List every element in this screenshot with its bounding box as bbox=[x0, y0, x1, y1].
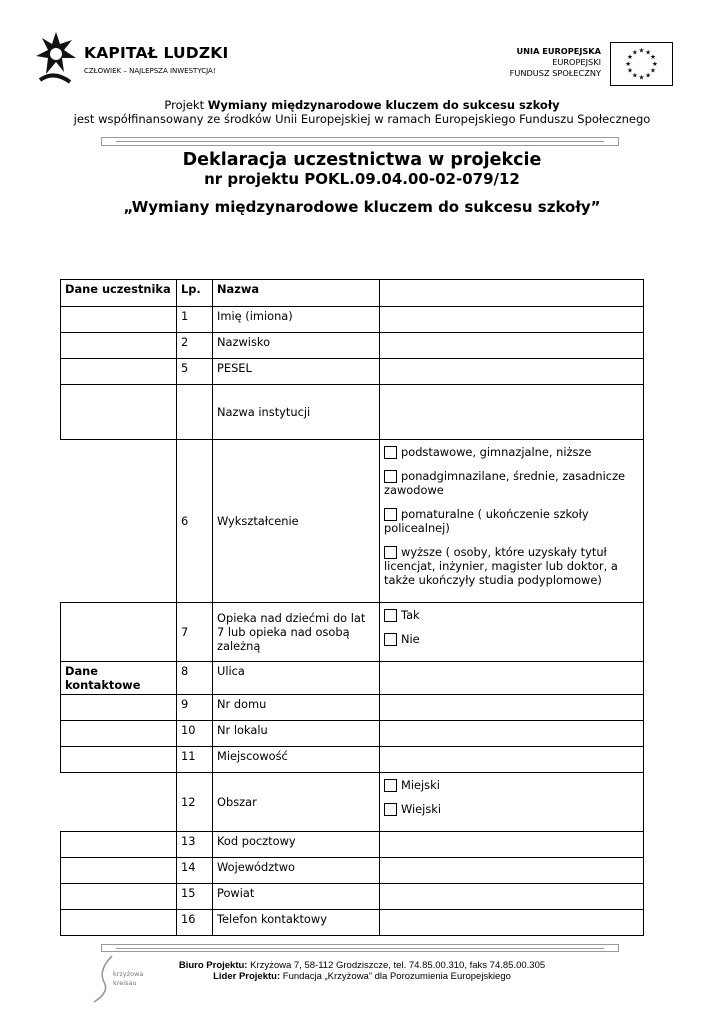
kapital-ludzki-title: KAPITAŁ LUDZKI bbox=[84, 44, 229, 62]
svg-text:★: ★ bbox=[627, 53, 634, 62]
project-line-1 bbox=[0, 98, 724, 112]
row-lp: 13 bbox=[177, 832, 213, 858]
voivodeship-field[interactable] bbox=[380, 858, 644, 884]
row-name: Województwo bbox=[213, 858, 380, 884]
svg-text:★: ★ bbox=[625, 59, 632, 68]
eu-logo-line2: EUROPEJSKI bbox=[552, 57, 601, 67]
city-field[interactable] bbox=[380, 747, 644, 773]
row-name: PESEL bbox=[213, 359, 380, 385]
project-name: Wymiany międzynarodowe kluczem do sukcesu szkoły bbox=[207, 98, 560, 112]
table-row bbox=[61, 603, 644, 662]
svg-text:★: ★ bbox=[638, 73, 645, 82]
county-field[interactable] bbox=[380, 884, 644, 910]
eu-logo-line3: FUNDUSZ SPOŁECZNY bbox=[509, 68, 601, 78]
header-value-cell bbox=[380, 280, 644, 307]
first-name-field[interactable] bbox=[380, 307, 644, 333]
footer-divider bbox=[101, 944, 619, 952]
row-lp: 11 bbox=[177, 747, 213, 773]
svg-text:★: ★ bbox=[631, 48, 638, 57]
education-options bbox=[380, 440, 644, 603]
svg-text:★: ★ bbox=[651, 59, 658, 68]
education-checkbox[interactable] bbox=[384, 446, 397, 459]
table-header-row bbox=[61, 280, 644, 307]
row-lp: 9 bbox=[177, 695, 213, 721]
svg-text:★: ★ bbox=[649, 53, 656, 62]
table-row bbox=[61, 695, 644, 721]
phone-field[interactable] bbox=[380, 910, 644, 936]
row-name: Obszar bbox=[213, 773, 380, 832]
care-options bbox=[380, 603, 644, 662]
apartment-number-field[interactable] bbox=[380, 721, 644, 747]
education-checkbox[interactable] bbox=[384, 470, 397, 483]
kapital-ludzki-star-icon bbox=[34, 30, 78, 86]
row-lp: 6 bbox=[177, 440, 213, 603]
svg-text:★: ★ bbox=[645, 48, 652, 57]
header-name: Nazwa bbox=[213, 280, 380, 307]
project-title-quote: „Wymiany międzynarodowe kluczem do sukcesu szkoły” bbox=[123, 198, 601, 216]
eu-logo bbox=[508, 42, 673, 86]
postal-code-field[interactable] bbox=[380, 832, 644, 858]
header-lp: Lp. bbox=[177, 280, 213, 307]
education-option: ponadgimnazilane, średnie, zasadnicze zawodowe bbox=[384, 469, 626, 497]
education-option: wyższe ( osoby, które uzyskały tytuł licencjat, inżynier, magister lub doktor, a także ukończyły studia podyplomowe) bbox=[384, 545, 618, 587]
row-lp: 15 bbox=[177, 884, 213, 910]
eu-flag-icon bbox=[610, 42, 673, 86]
header-participant-data: Dane uczestnika bbox=[61, 280, 177, 307]
table-row bbox=[61, 385, 644, 440]
eu-logo-line1: UNIA EUROPEJSKA bbox=[516, 46, 601, 56]
row-lp: 8 bbox=[177, 662, 213, 695]
row-name: Ulica bbox=[213, 662, 380, 695]
footer-leader-label: Lider Projektu: bbox=[213, 971, 281, 982]
area-checkbox-urban[interactable] bbox=[384, 779, 397, 792]
svg-text:★: ★ bbox=[645, 71, 652, 80]
care-option: Tak bbox=[384, 608, 639, 622]
row-lp: 10 bbox=[177, 721, 213, 747]
table-row bbox=[61, 832, 644, 858]
footer-office-label: Biuro Projektu: bbox=[178, 960, 248, 971]
footer-office bbox=[0, 960, 724, 971]
area-options bbox=[380, 773, 644, 832]
project-number: nr projektu POKL.09.04.00-02-079/12 bbox=[204, 170, 520, 188]
kapital-ludzki-logo bbox=[34, 30, 229, 90]
house-number-field[interactable] bbox=[380, 695, 644, 721]
row-name: Imię (imiona) bbox=[213, 307, 380, 333]
table-row bbox=[61, 662, 644, 695]
area-checkbox-rural[interactable] bbox=[384, 803, 397, 816]
svg-text:★: ★ bbox=[631, 71, 638, 80]
street-field[interactable] bbox=[380, 662, 644, 695]
row-lp: 5 bbox=[177, 359, 213, 385]
row-lp: 16 bbox=[177, 910, 213, 936]
row-name: Miejscowość bbox=[213, 747, 380, 773]
area-option: Miejski bbox=[384, 778, 639, 792]
row-name: Opieka nad dziećmi do lat 7 lub opieka nad osobą zależną bbox=[213, 603, 380, 662]
pesel-field[interactable] bbox=[380, 359, 644, 385]
care-checkbox-no[interactable] bbox=[384, 633, 397, 646]
footer-office-text: Krzyżowa 7, 58-112 Grodziszcze, tel. 74.85.00.310, faks 74.85.00.305 bbox=[247, 960, 546, 971]
area-option: Wiejski bbox=[384, 802, 639, 816]
row-name: Powiat bbox=[213, 884, 380, 910]
row-lp: 7 bbox=[177, 603, 213, 662]
svg-text:★: ★ bbox=[627, 66, 634, 75]
care-option: Nie bbox=[384, 632, 639, 646]
kapital-ludzki-subtitle: CZŁOWIEK – NAJLEPSZA INWESTYCJA! bbox=[84, 67, 216, 75]
table-row bbox=[61, 773, 644, 832]
section-contact-data: Dane kontaktowe bbox=[61, 662, 177, 695]
row-name: Nazwa instytucji bbox=[213, 385, 380, 440]
table-row bbox=[61, 440, 644, 603]
project-line-2: jest współfinansowany ze środków Unii Europejskiej w ramach Europejskiego Funduszu Społecznego bbox=[73, 112, 651, 126]
eu-logo-text bbox=[510, 46, 601, 79]
row-lp bbox=[177, 385, 213, 440]
education-checkbox[interactable] bbox=[384, 546, 397, 559]
education-option: pomaturalne ( ukończenie szkoły policealnej) bbox=[384, 507, 589, 535]
table-row bbox=[61, 307, 644, 333]
row-lp: 1 bbox=[177, 307, 213, 333]
svg-text:★: ★ bbox=[649, 66, 656, 75]
footer-leader-text: Fundacja „Krzyżowa” dla Porozumienia Europejskiego bbox=[280, 971, 511, 982]
table-row bbox=[61, 333, 644, 359]
row-name: Nazwisko bbox=[213, 333, 380, 359]
education-checkbox[interactable] bbox=[384, 508, 397, 521]
krzyzowa-logo-line2: kreisau bbox=[113, 979, 137, 987]
svg-text:★: ★ bbox=[638, 46, 645, 55]
participant-declaration-table bbox=[60, 279, 644, 936]
row-lp: 12 bbox=[177, 773, 213, 832]
header-divider bbox=[101, 137, 619, 146]
row-name: Telefon kontaktowy bbox=[213, 910, 380, 936]
row-name: Nr lokalu bbox=[213, 721, 380, 747]
row-name: Nr domu bbox=[213, 695, 380, 721]
footer-leader bbox=[0, 971, 724, 982]
row-lp: 14 bbox=[177, 858, 213, 884]
care-checkbox-yes[interactable] bbox=[384, 609, 397, 622]
education-option: podstawowe, gimnazjalne, niższe bbox=[384, 445, 639, 459]
table-row bbox=[61, 721, 644, 747]
page-title: Deklaracja uczestnictwa w projekcie bbox=[182, 150, 542, 170]
table-row bbox=[61, 858, 644, 884]
last-name-field[interactable] bbox=[380, 333, 644, 359]
table-row bbox=[61, 747, 644, 773]
table-row bbox=[61, 359, 644, 385]
row-name: Kod pocztowy bbox=[213, 832, 380, 858]
institution-name-field[interactable] bbox=[380, 385, 644, 440]
table-row bbox=[61, 884, 644, 910]
row-name: Wykształcenie bbox=[213, 440, 380, 603]
row-lp: 2 bbox=[177, 333, 213, 359]
project-prefix: Projekt bbox=[164, 98, 208, 112]
krzyzowa-logo-line1: krzyżowa bbox=[113, 970, 144, 978]
table-row bbox=[61, 910, 644, 936]
